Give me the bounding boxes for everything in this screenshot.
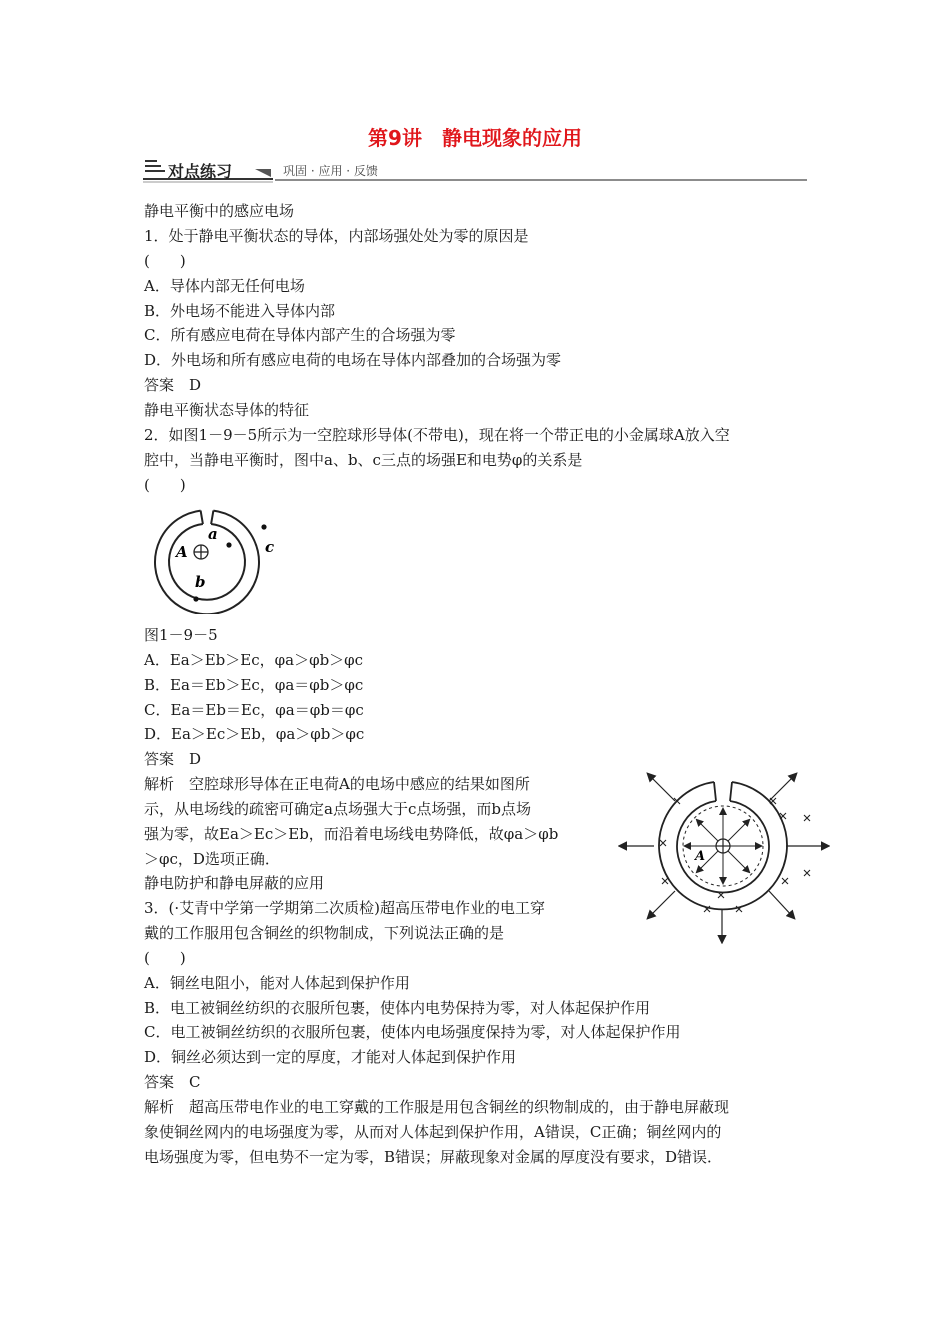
question-3-option-c: C．电工被铜丝纺织的衣服所包裹，使体内电场强度保持为零，对人体起保护作用 [144, 1023, 681, 1041]
question-1-paren: ( ) [144, 252, 186, 270]
outer-field-lines [620, 774, 828, 942]
label-a: a [208, 525, 218, 543]
question-2-analysis-line1: 解析 空腔球形导体在正电荷A的电场中感应的结果如图所 [144, 775, 530, 793]
question-2-paren: ( ) [144, 476, 186, 494]
question-1-answer: 答案 D [144, 376, 202, 394]
question-1-option-d: D．外电场和所有感应电荷的电场在导体内部叠加的合场强为零 [144, 351, 562, 369]
question-2-stem-line2: 腔中，当静电平衡时，图中a、b、c三点的场强E和电势φ的关系是 [144, 451, 583, 469]
page-title: 第9讲 静电现象的应用 [368, 126, 582, 150]
section-heading-3: 静电防护和静电屏蔽的应用 [144, 874, 325, 892]
question-3-answer: 答案 C [144, 1073, 201, 1091]
question-3-stem-line1: 3．(·艾青中学第一学期第二次质检)超高压带电作业的电工穿 [144, 899, 546, 917]
question-2-analysis-line3: 强为零，故Ea＞Ec＞Eb，而沿着电场线电势降低，故φa＞φb [144, 825, 559, 843]
question-1-option-b: B．外电场不能进入导体内部 [144, 302, 336, 320]
question-2-option-d: D．Ea＞Ec＞Eb，φa＞φb＞φc [144, 725, 365, 743]
question-1-stem: 1．处于静电平衡状态的导体，内部场强处处为零的原因是 [144, 227, 529, 245]
gap-edge-left [201, 511, 203, 524]
question-2-answer: 答案 D [144, 750, 202, 768]
banner-label: 对点练习 [168, 162, 233, 181]
field-line-figure [618, 768, 830, 944]
point-c [261, 524, 266, 529]
question-3-paren: ( ) [144, 949, 186, 967]
figure-caption: 图1－9－5 [144, 626, 218, 644]
label-b: b [195, 573, 206, 591]
gap-edge-right [211, 511, 213, 524]
question-2-analysis-line2: 示，从电场线的疏密可确定a点场强大于c点场强，而b点场 [144, 800, 531, 818]
outer-shell-arc [155, 511, 259, 614]
question-2-option-a: A．Ea＞Eb＞Ec，φa＞φb＞φc [144, 651, 364, 669]
question-3-option-b: B．电工被铜丝纺织的衣服所包裹，使体内电势保持为零，对人体起保护作用 [144, 999, 651, 1017]
question-2-analysis-line4: ＞φc，D选项正确． [144, 850, 280, 868]
question-3-option-a: A．铜丝电阻小，能对人体起到保护作用 [144, 974, 410, 992]
section-banner [143, 157, 807, 183]
figure-1-9-5 [140, 496, 290, 614]
question-3-option-d: D．铜丝必须达到一定的厚度，才能对人体起到保护作用 [144, 1048, 517, 1066]
banner-graphic [143, 157, 807, 183]
question-3-stem-line2: 戴的工作服用包含铜丝的织物制成，下列说法正确的是 [144, 924, 505, 942]
figure2-label-A: A [695, 849, 706, 864]
banner-subtitle: 巩固 · 应用 · 反馈 [283, 164, 378, 178]
question-3-analysis-line2: 象使铜丝网内的电场强度为零，从而对人体起到保护作用，A错误，C正确；铜丝网内的 [144, 1123, 722, 1141]
point-a [226, 542, 231, 547]
label-A: A [176, 543, 188, 561]
label-c: c [265, 538, 275, 556]
question-2-option-c: C．Ea＝Eb＝Ec，φa＝φb＝φc [144, 701, 364, 719]
question-3-analysis-line3: 电场强度为零，但电势不一定为零，B错误；屏蔽现象对金属的厚度没有要求，D错误． [144, 1148, 723, 1166]
section-heading-1: 静电平衡中的感应电场 [144, 202, 295, 220]
question-1-option-c: C．所有感应电荷在导体内部产生的合场强为零 [144, 326, 456, 344]
question-3-analysis-line1: 解析 超高压带电作业的电工穿戴的工作服是用包含铜丝的织物制成的，由于静电屏蔽现 [144, 1098, 730, 1116]
point-b [193, 596, 198, 601]
question-1-option-a: A．导体内部无任何电场 [144, 277, 305, 295]
question-2-option-b: B．Ea＝Eb＞Ec，φa＝φb＞φc [144, 676, 364, 694]
question-2-stem-line1: 2．如图1－9－5所示为一空腔球形导体(不带电)，现在将一个带正电的小金属球A放入空 [144, 426, 730, 444]
inner-shell-arc [169, 524, 245, 600]
section-heading-2: 静电平衡状态导体的特征 [144, 401, 310, 419]
